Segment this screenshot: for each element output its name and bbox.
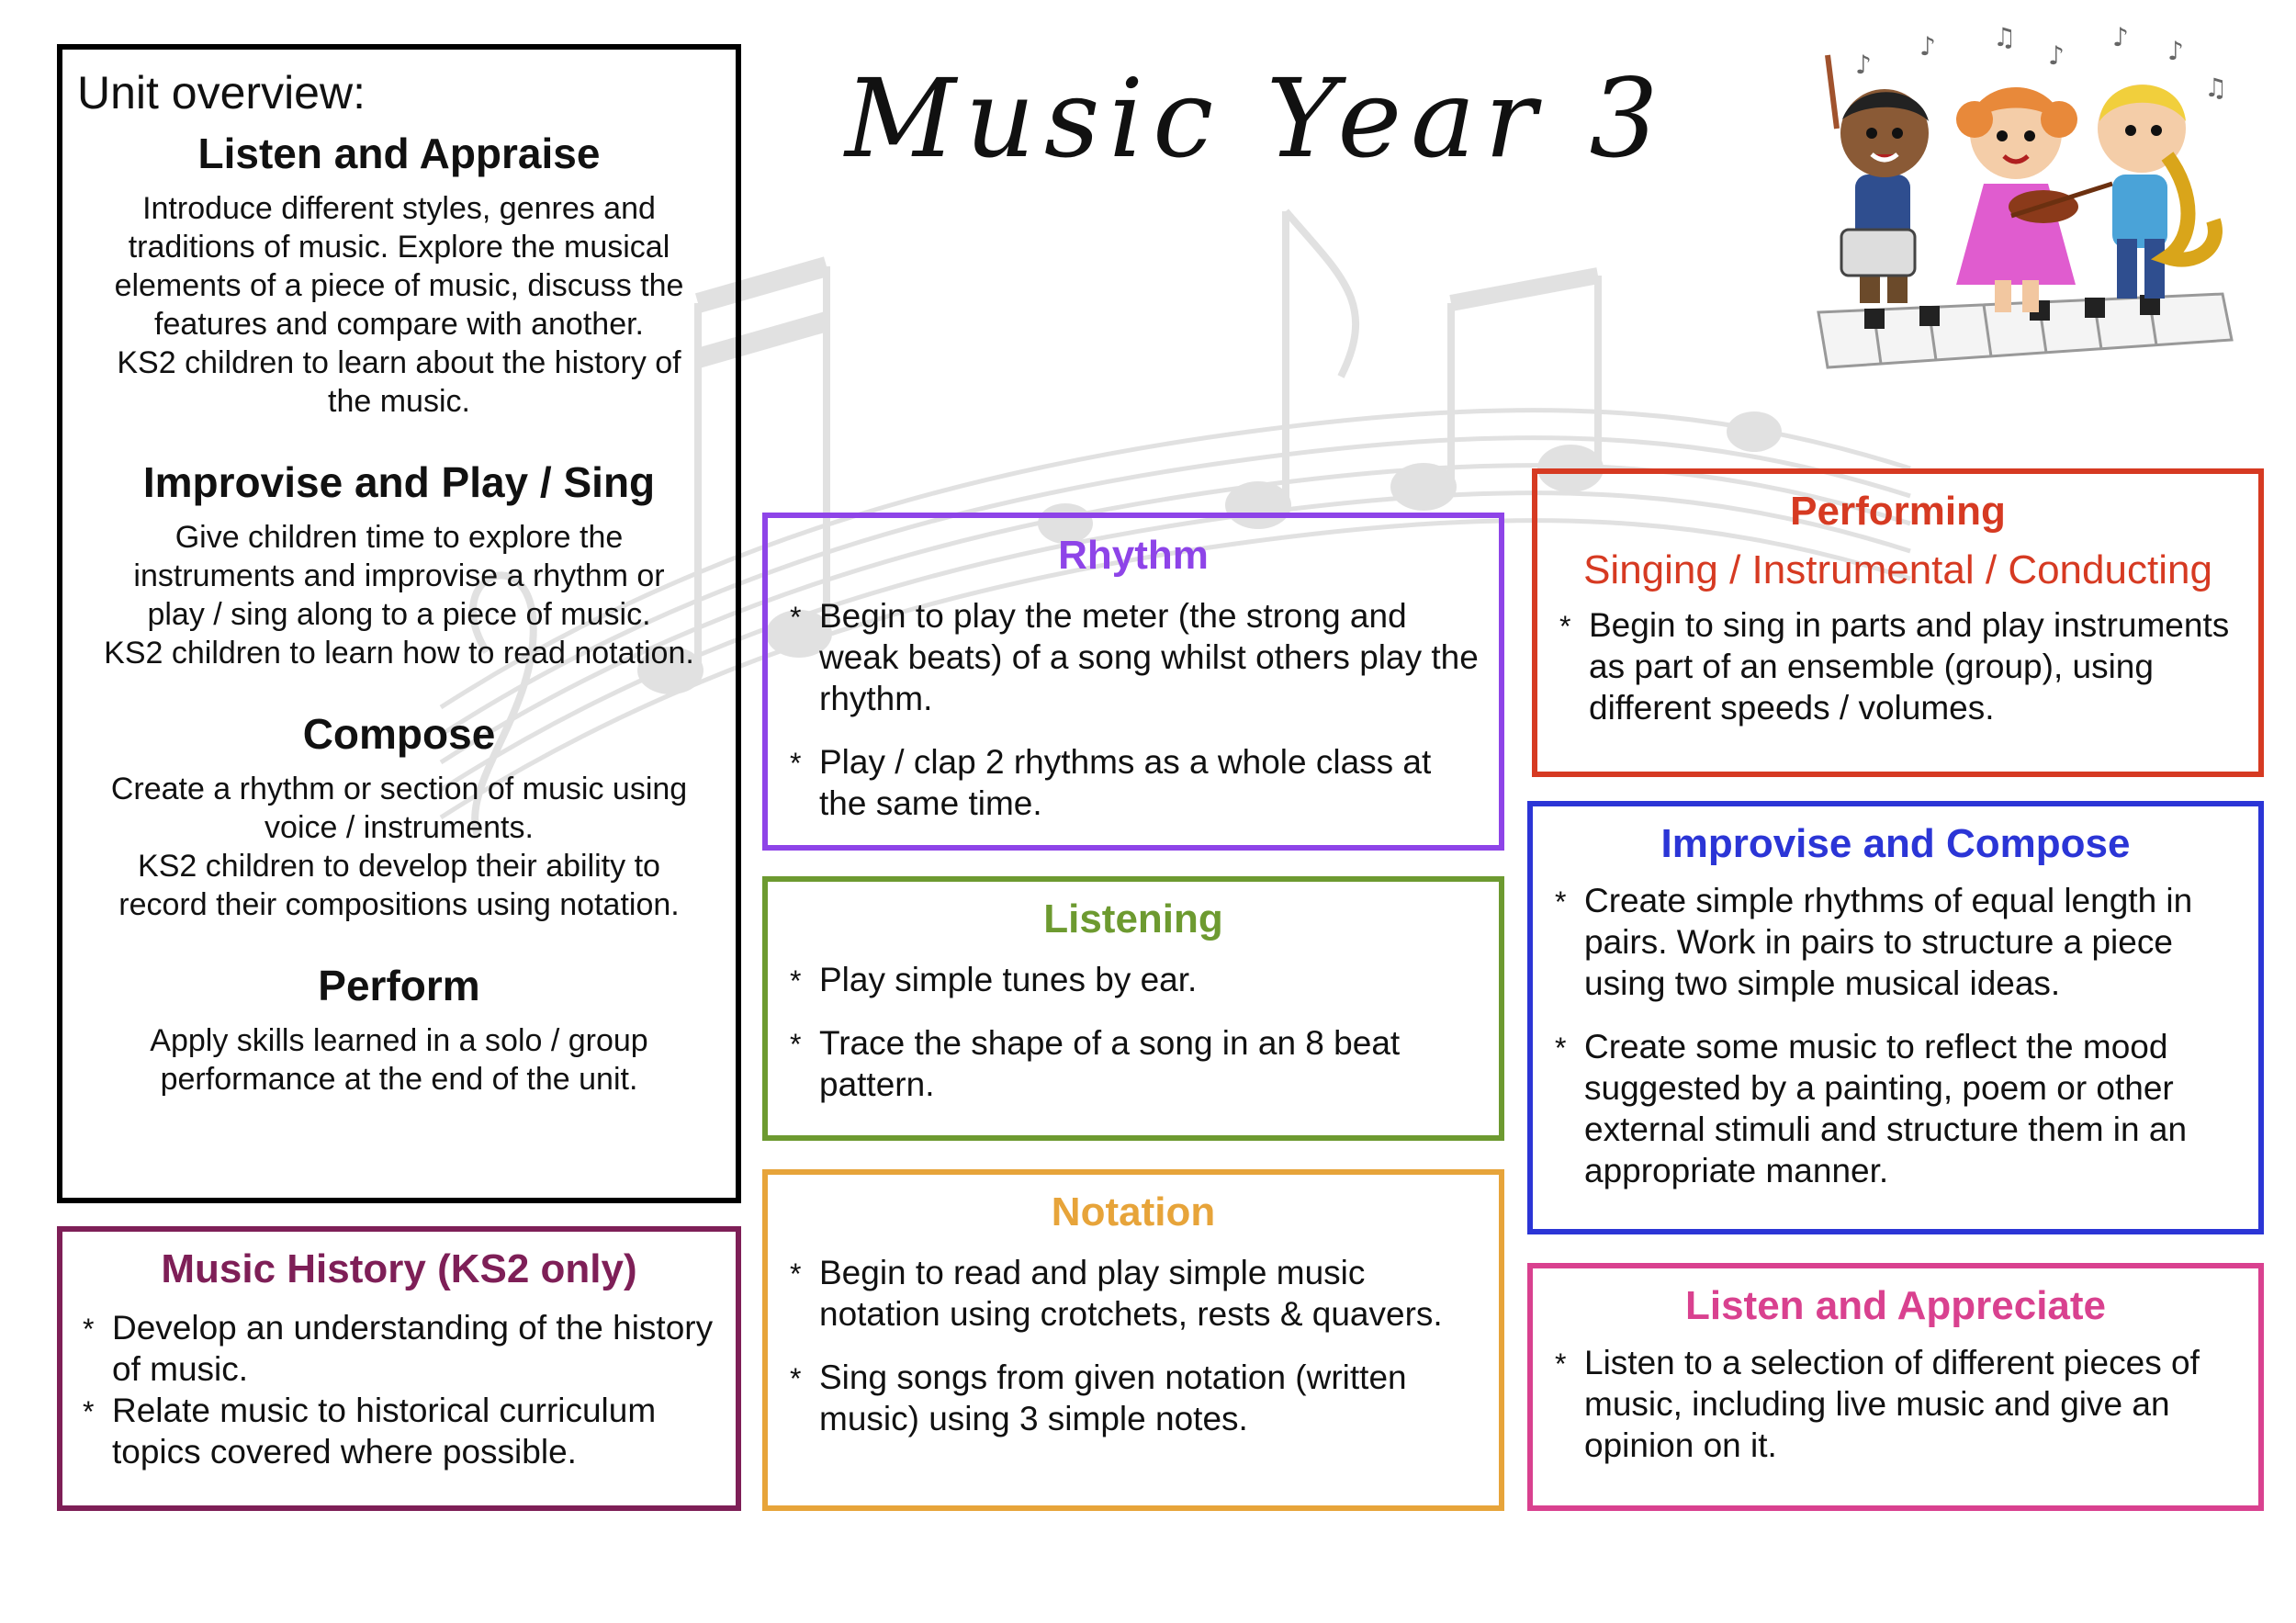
improvise-compose-title: Improvise and Compose xyxy=(1660,821,2131,866)
saxophone-child-icon xyxy=(2098,85,2215,299)
text-line: Apply skills learned in a solo / group xyxy=(150,1023,648,1058)
list-item: * Play / clap 2 rhythms as a whole class at the same time. xyxy=(784,741,1482,824)
text-line: elements of a piece of music, discuss the xyxy=(114,268,684,303)
list-item: * Begin to play the meter (the strong and weak beats) of a song whilst others play the rhythm. xyxy=(784,595,1482,719)
violinist-child-icon xyxy=(1956,87,2112,312)
list-item: * Create some music to reflect the mood suggested by a painting, poem or other external stimuli and structure them in an appropriate manner. xyxy=(1549,1026,2242,1191)
text-line: features and compare with another. xyxy=(154,307,644,342)
svg-text:♪: ♪ xyxy=(2048,40,2065,71)
music-history-box xyxy=(57,1226,741,1511)
text-line: performance at the end of the unit. xyxy=(160,1062,638,1097)
rhythm-list xyxy=(784,595,1482,824)
svg-text:♫: ♫ xyxy=(1993,22,2017,52)
svg-text:♪: ♪ xyxy=(2167,36,2184,66)
text-line: play / sing along to a piece of music. xyxy=(147,597,651,632)
svg-text:♪: ♪ xyxy=(2112,22,2129,52)
compose-title: Compose xyxy=(302,710,496,758)
list-item: * Sing songs from given notation (written music) using 3 simple notes. xyxy=(784,1357,1482,1439)
children-musicians-illustration xyxy=(1800,18,2241,377)
listen-appreciate-box xyxy=(1527,1263,2264,1511)
rhythm-title: Rhythm xyxy=(1058,533,1209,578)
listen-appreciate-title: Listen and Appreciate xyxy=(1684,1283,2107,1328)
perform-text xyxy=(75,1021,723,1099)
list-item: * Listen to a selection of different pieces of music, including live music and give an opinion on it. xyxy=(1549,1342,2242,1466)
text-line: the music. xyxy=(328,384,470,419)
listening-title: Listening xyxy=(1043,896,1223,941)
listen-appreciate-list xyxy=(1549,1342,2242,1466)
svg-text:♫: ♫ xyxy=(2204,73,2228,103)
listen-appraise-text xyxy=(75,189,723,421)
text-line: voice / instruments. xyxy=(264,810,534,845)
music-note-icon xyxy=(1855,22,2227,103)
rhythm-box xyxy=(762,513,1504,851)
svg-text:♪: ♪ xyxy=(1919,31,1936,62)
perform-title: Perform xyxy=(318,962,480,1009)
list-item: * Relate music to historical curriculum topics covered where possible. xyxy=(77,1390,721,1472)
list-item: * Play simple tunes by ear. xyxy=(784,959,1482,1000)
listening-box xyxy=(762,876,1504,1141)
text-line: traditions of music. Explore the musical xyxy=(128,230,670,265)
text-line: KS2 children to learn how to read notation. xyxy=(104,636,694,671)
unit-overview-panel xyxy=(57,44,741,1203)
performing-list xyxy=(1554,604,2242,728)
improvise-play-sing-text xyxy=(75,518,723,672)
notation-box xyxy=(762,1169,1504,1511)
compose-text xyxy=(75,770,723,924)
performing-subtitle: Singing / Instrumental / Conducting xyxy=(1583,547,2212,592)
text-line: record their compositions using notation. xyxy=(118,887,680,922)
text-line: KS2 children to develop their ability to xyxy=(138,849,660,884)
performing-title: Performing xyxy=(1790,489,2006,534)
improvise-play-sing-title: Improvise and Play / Sing xyxy=(142,458,656,506)
notation-title: Notation xyxy=(1051,1189,1216,1234)
list-item: * Begin to read and play simple music notation using crotchets, rests & quavers. xyxy=(784,1252,1482,1335)
improvise-compose-list xyxy=(1549,880,2242,1191)
text-line: instruments and improvise a rhythm or xyxy=(133,558,665,593)
text-line: Give children time to explore the xyxy=(174,520,624,555)
unit-overview-heading: Unit overview: xyxy=(77,67,366,118)
music-history-title: Music History (KS2 only) xyxy=(161,1246,637,1291)
performing-box xyxy=(1532,468,2264,777)
listen-appraise-title: Listen and Appraise xyxy=(197,130,601,177)
listening-list xyxy=(784,959,1482,1105)
list-item: * Create simple rhythms of equal length in pairs. Work in pairs to structure a piece using two simple musical ideas. xyxy=(1549,880,2242,1004)
list-item: * Develop an understanding of the history of music. xyxy=(77,1307,721,1390)
text-line: Create a rhythm or section of music using xyxy=(110,772,688,806)
svg-text:♪: ♪ xyxy=(1855,50,1872,80)
music-history-list xyxy=(77,1307,721,1472)
notation-list xyxy=(784,1252,1482,1439)
list-item: * Trace the shape of a song in an 8 beat pattern. xyxy=(784,1022,1482,1105)
page-title: Music Year 3 xyxy=(845,55,1668,182)
drummer-child-icon xyxy=(1828,55,1929,303)
improvise-compose-box xyxy=(1527,801,2264,1234)
list-item: * Begin to sing in parts and play instruments as part of an ensemble (group), using different speeds / volumes. xyxy=(1554,604,2242,728)
text-line: Introduce different styles, genres and xyxy=(142,191,656,226)
text-line: KS2 children to learn about the history of xyxy=(117,345,681,380)
